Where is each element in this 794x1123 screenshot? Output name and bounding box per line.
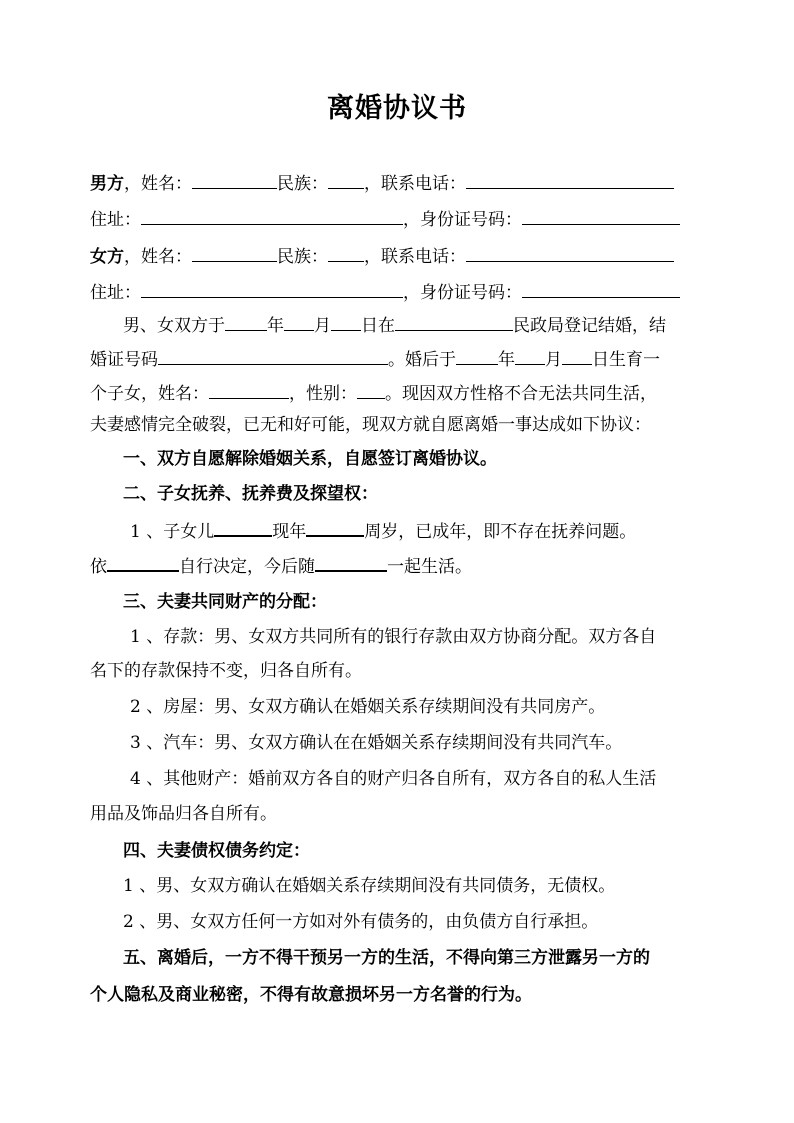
- marriage-year-field[interactable]: [225, 312, 267, 331]
- text: 男、女双方于: [123, 316, 225, 336]
- female-id-label: ，身份证号码：: [403, 283, 522, 303]
- text: 现年: [272, 522, 307, 542]
- section-4-heading: 四、夫妻债权债务约定：: [123, 841, 310, 861]
- female-phone-field[interactable]: [466, 243, 674, 262]
- text: 。婚后于: [388, 350, 456, 370]
- birth-month-field[interactable]: [515, 346, 545, 365]
- text: 民政局登记结婚，结: [513, 316, 666, 336]
- section-4-item-1: 1 、男、女双方确认在婚姻关系存续期间没有共同债务，无债权。: [123, 876, 616, 896]
- text: 依: [90, 557, 107, 577]
- birth-year-field[interactable]: [456, 346, 498, 365]
- text: 月: [314, 316, 331, 336]
- child-age-field[interactable]: [306, 517, 364, 537]
- marriage-line-4: 夫妻感情完全破裂，已无和好可能，现双方就自愿离婚一事达成如下协议：: [90, 415, 651, 435]
- male-phone-field[interactable]: [466, 170, 674, 189]
- female-address-label: 住址：: [90, 283, 141, 303]
- section-3-item-2: 2 、房屋：男、女双方确认在婚姻关系存续期间没有共同房产。: [130, 697, 606, 717]
- male-address-field[interactable]: [141, 206, 403, 225]
- male-label: 男方: [90, 174, 124, 194]
- male-address-line: [90, 206, 680, 232]
- text: 。现因双方性格不合无法共同生活，: [385, 384, 657, 404]
- text: 日在: [361, 316, 395, 336]
- section-5-line-2: 个人隐私及商业秘密，不得有故意损坏另一方名誉的行为。: [90, 985, 532, 1005]
- female-ethnic-field[interactable]: [328, 243, 364, 262]
- male-id-field[interactable]: [522, 206, 680, 225]
- text: 周岁，已成年，即不存在抚养问题。: [364, 522, 637, 542]
- text: 月: [545, 350, 562, 370]
- marriage-cert-field[interactable]: [158, 346, 388, 365]
- section-2-item-1-line-1: [130, 517, 636, 544]
- live-with-field[interactable]: [315, 552, 387, 572]
- text: 年: [498, 350, 515, 370]
- male-info-line: [90, 170, 674, 196]
- text: 日生育一: [592, 350, 660, 370]
- text: 自行决定，今后随: [179, 557, 315, 577]
- female-phone-label: ，联系电话：: [364, 247, 466, 267]
- section-3-item-4-line-2: 用品及饰品归各自所有。: [90, 804, 277, 824]
- text: 一起生活。: [387, 557, 472, 577]
- male-ethnic-label: 民族：: [277, 174, 328, 194]
- male-address-label: 住址：: [90, 210, 141, 230]
- child-gender-field[interactable]: [357, 380, 385, 399]
- female-name-label: ，姓名：: [124, 247, 192, 267]
- female-address-line: [90, 279, 680, 305]
- text: 年: [267, 316, 284, 336]
- birth-day-field[interactable]: [562, 346, 592, 365]
- male-name-label: ，姓名：: [124, 174, 192, 194]
- male-phone-label: ，联系电话：: [364, 174, 466, 194]
- section-3-heading: 三、夫妻共同财产的分配：: [123, 592, 327, 612]
- female-address-field[interactable]: [141, 279, 403, 298]
- female-label: 女方: [90, 247, 124, 267]
- child-name-field[interactable]: [209, 380, 289, 399]
- text: ，性别：: [289, 384, 357, 404]
- section-3-item-1-line-2: 名下的存款保持不变，归各自所有。: [90, 661, 362, 681]
- female-id-field[interactable]: [522, 279, 680, 298]
- document-title: 离婚协议书: [327, 93, 467, 124]
- male-ethnic-field[interactable]: [328, 170, 364, 189]
- section-3-item-4-line-1: 4 、其他财产：婚前双方各自的财产归各自所有，双方各自的私人生活: [130, 769, 657, 789]
- bureau-field[interactable]: [395, 312, 513, 331]
- section-1-heading: 一、双方自愿解除婚姻关系，自愿签订离婚协议。: [123, 449, 497, 469]
- marriage-line-3: [90, 380, 657, 406]
- male-name-field[interactable]: [192, 170, 277, 189]
- female-ethnic-label: 民族：: [277, 247, 328, 267]
- male-id-label: ，身份证号码：: [403, 210, 522, 230]
- female-name-field[interactable]: [192, 243, 277, 262]
- section-5-line-1: 五、离婚后，一方不得干预另一方的生活，不得向第三方泄露另一方的: [123, 948, 650, 968]
- female-info-line: [90, 243, 674, 269]
- text: 个子女，姓名：: [90, 384, 209, 404]
- section-2-heading: 二、子女抚养、抚养费及探望权：: [123, 484, 378, 504]
- text: 婚证号码: [90, 350, 158, 370]
- section-4-item-2: 2 、男、女双方任何一方如对外有债务的，由负债方自行承担。: [123, 912, 599, 932]
- marriage-line-2: [90, 346, 660, 372]
- section-2-item-1-line-2: [90, 552, 472, 579]
- child-field[interactable]: [214, 517, 272, 537]
- marriage-month-field[interactable]: [284, 312, 314, 331]
- section-3-item-3: 3 、汽车：男、女双方确认在在婚姻关系存续期间没有共同汽车。: [130, 733, 623, 753]
- section-3-item-1-line-1: 1 、存款：男、女双方共同所有的银行存款由双方协商分配。双方各自: [130, 627, 657, 647]
- marriage-line-1: [123, 312, 666, 338]
- text: 1 、子女儿: [130, 522, 215, 542]
- decision-field[interactable]: [107, 552, 179, 572]
- marriage-day-field[interactable]: [331, 312, 361, 331]
